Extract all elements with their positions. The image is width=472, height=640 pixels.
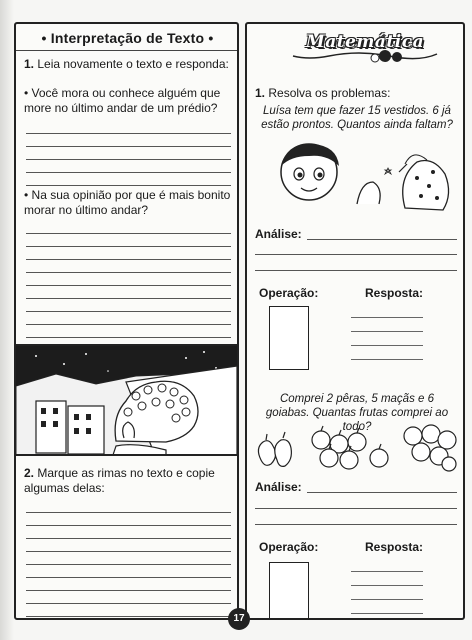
bullet-question-1: • Você mora ou conhece alguém que more no último andar de um prédio? <box>24 86 221 115</box>
problem-2-text: Comprei 2 pêras, 5 maçãs e 6 goiabas. Quantas frutas comprei ao todo? <box>265 393 449 433</box>
girl-sewing-illustration <box>257 138 457 220</box>
question-2-number: 2. <box>24 466 35 480</box>
mathematics-panel <box>245 22 465 620</box>
answer-lines-1[interactable] <box>26 121 231 186</box>
analysis-line-1a[interactable] <box>307 239 457 240</box>
math-banner <box>289 30 441 64</box>
analysis-line-1c[interactable] <box>255 270 457 271</box>
math-question-1-text: Resolva os problemas: <box>268 86 391 100</box>
analysis-line-2c[interactable] <box>255 524 457 525</box>
analysis-line-1b[interactable] <box>255 254 457 255</box>
question-2 <box>24 466 234 496</box>
answer-label-1: Resposta: <box>365 286 424 300</box>
analysis-label-1: Análise: <box>255 227 302 241</box>
building-rooftop-illustration <box>16 344 237 456</box>
question-2-text: Marque as rimas no texto e copie algumas delas: <box>24 466 215 495</box>
analysis-line-2a[interactable] <box>307 492 457 493</box>
answer-lines-math-1[interactable] <box>351 304 423 360</box>
answer-lines-2[interactable] <box>26 221 231 338</box>
section-title: • Interpretação de Texto • <box>41 30 214 46</box>
operation-label-1: Operação: <box>259 286 319 300</box>
title-divider <box>16 50 237 51</box>
analysis-label-2: Análise: <box>255 480 302 494</box>
question-1-text: Leia novamente o texto e responda: <box>37 57 229 71</box>
answer-label-2: Resposta: <box>365 540 424 554</box>
answer-lines-math-2[interactable] <box>351 558 423 614</box>
math-banner-title: Matemática <box>305 32 425 52</box>
math-question-1 <box>255 86 455 101</box>
question-1-number: 1. <box>24 57 35 71</box>
binding-shadow <box>0 0 14 640</box>
text-interpretation-panel <box>14 22 239 620</box>
analysis-line-2b[interactable] <box>255 508 457 509</box>
page-number: 17 <box>228 608 250 630</box>
question-1 <box>24 57 234 72</box>
problem-1-text: Luísa tem que fazer 15 vestidos. 6 já estão prontos. Quantos ainda faltam? <box>261 105 453 131</box>
fruits-illustration <box>251 420 461 472</box>
answer-lines-3[interactable] <box>26 500 231 617</box>
math-question-1-number: 1. <box>255 86 266 100</box>
operation-box-1[interactable] <box>269 306 309 370</box>
bullet-question-2: • Na sua opinião por que é mais bonito morar no último andar? <box>24 188 231 217</box>
operation-label-2: Operação: <box>259 540 319 554</box>
operation-box-2[interactable] <box>269 562 309 620</box>
